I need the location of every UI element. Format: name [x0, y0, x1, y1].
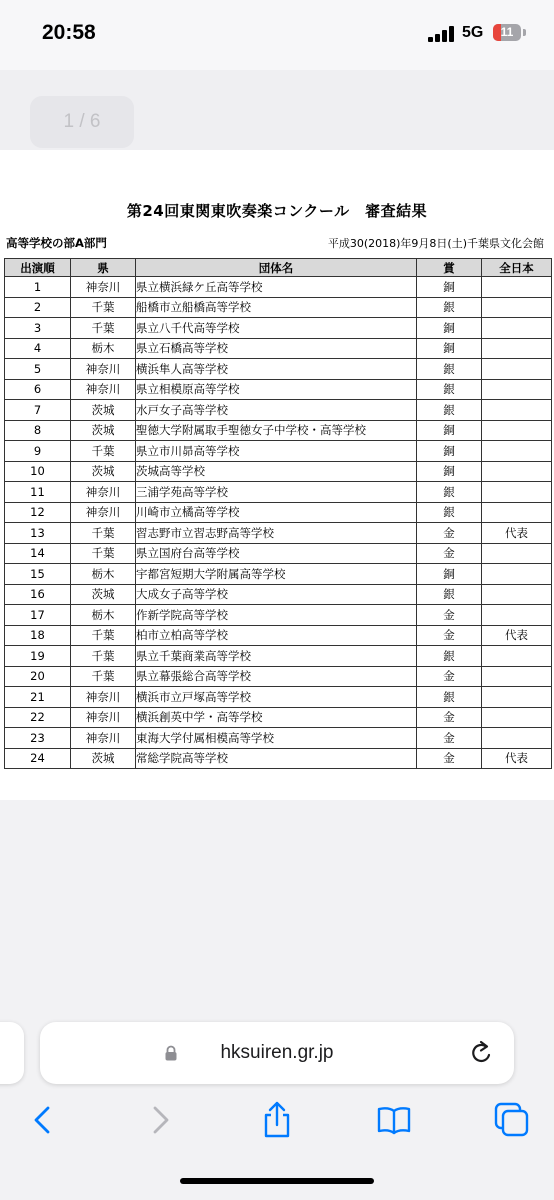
- cell-order: 19: [5, 646, 71, 667]
- cell-group-name: 作新学院高等学校: [136, 605, 417, 626]
- cell-prefecture: 千葉: [71, 523, 136, 544]
- cell-prefecture: 茨城: [71, 400, 136, 421]
- cell-award: 金: [417, 523, 482, 544]
- cell-order: 22: [5, 707, 71, 728]
- cell-group-name: 県立横浜緑ケ丘高等学校: [136, 277, 417, 298]
- table-row: [5, 748, 552, 769]
- cell-national: [482, 338, 552, 359]
- table-row: [5, 543, 552, 564]
- cell-order: 15: [5, 564, 71, 585]
- cell-group-name: 県立市川昴高等学校: [136, 441, 417, 462]
- cell-national: [482, 420, 552, 441]
- table-row: [5, 666, 552, 687]
- cell-national: [482, 400, 552, 421]
- cell-group-name: 県立相模原高等学校: [136, 379, 417, 400]
- cell-national: [482, 359, 552, 380]
- header-order: 出演順: [5, 259, 71, 277]
- cell-prefecture: 千葉: [71, 666, 136, 687]
- table-row: [5, 359, 552, 380]
- cell-order: 24: [5, 748, 71, 769]
- cell-group-name: 県立千葉商業高等学校: [136, 646, 417, 667]
- cell-award: 金: [417, 543, 482, 564]
- cell-prefecture: 千葉: [71, 646, 136, 667]
- table-row: [5, 400, 552, 421]
- cell-group-name: 横浜隼人高等学校: [136, 359, 417, 380]
- cell-award: 銀: [417, 379, 482, 400]
- cell-order: 7: [5, 400, 71, 421]
- cell-order: 13: [5, 523, 71, 544]
- cell-national: [482, 605, 552, 626]
- cell-group-name: 船橋市立船橋高等学校: [136, 297, 417, 318]
- cell-national: [482, 584, 552, 605]
- battery-cap: [523, 29, 526, 36]
- cell-national: [482, 318, 552, 339]
- header-award: 賞: [417, 259, 482, 277]
- cell-national: [482, 728, 552, 749]
- cell-award: 金: [417, 666, 482, 687]
- cell-group-name: 習志野市立習志野高等学校: [136, 523, 417, 544]
- cell-award: 銀: [417, 502, 482, 523]
- cell-group-name: 県立幕張総合高等学校: [136, 666, 417, 687]
- cell-award: 銅: [417, 461, 482, 482]
- table-row: [5, 564, 552, 585]
- cell-order: 14: [5, 543, 71, 564]
- address-bar[interactable]: [40, 1022, 514, 1084]
- cell-award: 金: [417, 605, 482, 626]
- table-row: [5, 420, 552, 441]
- cell-prefecture: 千葉: [71, 543, 136, 564]
- home-indicator: [180, 1178, 374, 1184]
- url-text[interactable]: hksuiren.gr.jp: [220, 1042, 334, 1063]
- table-row: [5, 379, 552, 400]
- cell-prefecture: 千葉: [71, 318, 136, 339]
- battery-level: 11: [500, 25, 514, 39]
- cell-order: 3: [5, 318, 71, 339]
- cell-national: 代表: [482, 523, 552, 544]
- reload-icon[interactable]: [467, 1038, 495, 1068]
- cell-order: 4: [5, 338, 71, 359]
- status-time: 20:58: [42, 21, 96, 44]
- cell-prefecture: 神奈川: [71, 707, 136, 728]
- page-indicator: 1 / 6: [30, 96, 134, 148]
- cell-award: 銅: [417, 420, 482, 441]
- cell-prefecture: 神奈川: [71, 728, 136, 749]
- cell-national: 代表: [482, 748, 552, 769]
- cell-national: [482, 379, 552, 400]
- cell-prefecture: 千葉: [71, 625, 136, 646]
- cell-national: [482, 461, 552, 482]
- cell-prefecture: 神奈川: [71, 482, 136, 503]
- table-row: [5, 502, 552, 523]
- cell-prefecture: 神奈川: [71, 277, 136, 298]
- table-header-row: [5, 259, 552, 277]
- cell-award: 銅: [417, 564, 482, 585]
- table-row: [5, 441, 552, 462]
- cell-prefecture: 茨城: [71, 584, 136, 605]
- cell-order: 16: [5, 584, 71, 605]
- cell-prefecture: 神奈川: [71, 359, 136, 380]
- lock-icon: [164, 1045, 178, 1061]
- cell-national: [482, 482, 552, 503]
- cell-order: 21: [5, 687, 71, 708]
- cell-national: 代表: [482, 625, 552, 646]
- cell-prefecture: 茨城: [71, 748, 136, 769]
- cell-group-name: 三浦学苑高等学校: [136, 482, 417, 503]
- cell-award: 銅: [417, 277, 482, 298]
- table-row: [5, 605, 552, 626]
- cell-award: 銀: [417, 584, 482, 605]
- cell-national: [482, 564, 552, 585]
- cell-award: 金: [417, 748, 482, 769]
- table-row: [5, 523, 552, 544]
- signal-icon: [428, 26, 456, 42]
- bookmarks-icon[interactable]: [374, 1100, 414, 1140]
- header-group-name: 団体名: [136, 259, 417, 277]
- cell-national: [482, 646, 552, 667]
- cell-prefecture: 神奈川: [71, 502, 136, 523]
- cell-prefecture: 神奈川: [71, 379, 136, 400]
- cell-group-name: 川崎市立橘高等学校: [136, 502, 417, 523]
- table-row: [5, 318, 552, 339]
- cell-order: 18: [5, 625, 71, 646]
- cell-award: 銀: [417, 687, 482, 708]
- cell-national: [482, 707, 552, 728]
- cell-prefecture: 茨城: [71, 420, 136, 441]
- cell-group-name: 横浜市立戸塚高等学校: [136, 687, 417, 708]
- table-row: [5, 646, 552, 667]
- cell-order: 6: [5, 379, 71, 400]
- battery-icon: [493, 24, 521, 41]
- status-bar: [0, 0, 554, 70]
- cell-award: 銀: [417, 297, 482, 318]
- cell-prefecture: 栃木: [71, 338, 136, 359]
- cell-award: 銀: [417, 400, 482, 421]
- table-row: [5, 687, 552, 708]
- cell-group-name: 県立国府台高等学校: [136, 543, 417, 564]
- cell-order: 5: [5, 359, 71, 380]
- cell-group-name: 水戸女子高等学校: [136, 400, 417, 421]
- cell-group-name: 常総学院高等学校: [136, 748, 417, 769]
- cell-group-name: 県立八千代高等学校: [136, 318, 417, 339]
- cell-award: 金: [417, 728, 482, 749]
- cell-order: 1: [5, 277, 71, 298]
- cell-order: 10: [5, 461, 71, 482]
- share-icon[interactable]: [257, 1100, 297, 1140]
- cell-prefecture: 栃木: [71, 605, 136, 626]
- table-row: [5, 482, 552, 503]
- cell-group-name: 柏市立柏高等学校: [136, 625, 417, 646]
- cell-order: 20: [5, 666, 71, 687]
- cell-award: 銀: [417, 359, 482, 380]
- table-row: [5, 584, 552, 605]
- cell-award: 銅: [417, 318, 482, 339]
- document-title: 第24回東関東吹奏楽コンクール 審査結果: [126, 202, 428, 220]
- back-icon[interactable]: [22, 1100, 62, 1140]
- division-label: 高等学校の部A部門: [6, 236, 107, 250]
- cell-national: [482, 277, 552, 298]
- table-row: [5, 338, 552, 359]
- cell-group-name: 東海大学付属相模高等学校: [136, 728, 417, 749]
- cell-national: [482, 441, 552, 462]
- cell-order: 17: [5, 605, 71, 626]
- cell-prefecture: 千葉: [71, 297, 136, 318]
- cell-group-name: 県立石橋高等学校: [136, 338, 417, 359]
- table-row: [5, 277, 552, 298]
- cell-order: 12: [5, 502, 71, 523]
- table-row: [5, 625, 552, 646]
- cell-order: 2: [5, 297, 71, 318]
- cell-group-name: 茨城高等学校: [136, 461, 417, 482]
- cell-group-name: 聖徳大学附属取手聖徳女子中学校・高等学校: [136, 420, 417, 441]
- cell-order: 23: [5, 728, 71, 749]
- cell-prefecture: 千葉: [71, 441, 136, 462]
- cell-award: 銀: [417, 482, 482, 503]
- cell-award: 金: [417, 707, 482, 728]
- cell-group-name: 宇都宮短期大学附属高等学校: [136, 564, 417, 585]
- table-row: [5, 707, 552, 728]
- cell-award: 銅: [417, 441, 482, 462]
- cell-national: [482, 297, 552, 318]
- cell-prefecture: 神奈川: [71, 687, 136, 708]
- forward-icon[interactable]: [141, 1100, 181, 1140]
- table-row: [5, 297, 552, 318]
- cell-award: 金: [417, 625, 482, 646]
- cell-order: 9: [5, 441, 71, 462]
- cell-group-name: 大成女子高等学校: [136, 584, 417, 605]
- network-type: 5G: [462, 24, 484, 41]
- table-row: [5, 461, 552, 482]
- date-venue: 平成30(2018)年9月8日(土)千葉県文化会館: [327, 237, 544, 250]
- cell-prefecture: 茨城: [71, 461, 136, 482]
- previous-tab-address-bar[interactable]: [0, 1022, 24, 1084]
- results-table: [4, 258, 552, 769]
- cell-award: 銀: [417, 646, 482, 667]
- tabs-icon[interactable]: [492, 1100, 532, 1140]
- cell-national: [482, 543, 552, 564]
- table-row: [5, 728, 552, 749]
- header-national: 全日本: [482, 259, 552, 277]
- cell-award: 銅: [417, 338, 482, 359]
- cell-national: [482, 666, 552, 687]
- header-prefecture: 県: [71, 259, 136, 277]
- cell-order: 8: [5, 420, 71, 441]
- cell-national: [482, 502, 552, 523]
- cell-prefecture: 栃木: [71, 564, 136, 585]
- cell-order: 11: [5, 482, 71, 503]
- cell-national: [482, 687, 552, 708]
- cell-group-name: 横浜創英中学・高等学校: [136, 707, 417, 728]
